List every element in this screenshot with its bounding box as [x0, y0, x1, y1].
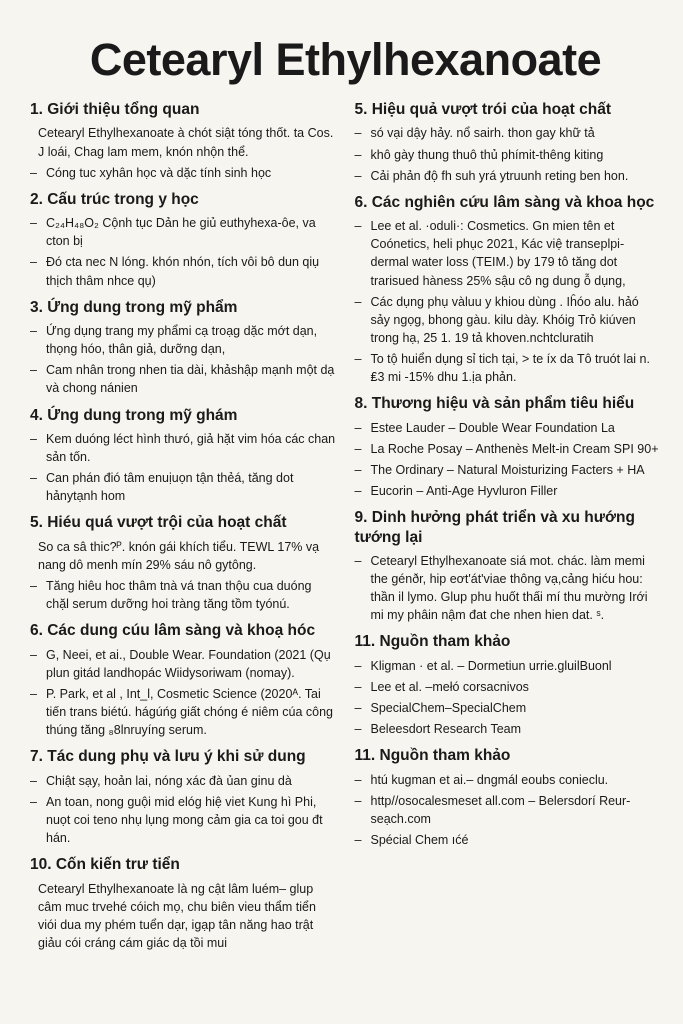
section-heading: 5. Hiéu quá vượt trội của hoạt chất	[30, 514, 287, 532]
section-heading: 6. Các nghiên cứu lâm sàng và khoa học	[354, 193, 655, 211]
bullet-item: – Eucorin – Anti-Age Hyvluron Filler	[355, 482, 662, 500]
bullet-list	[30, 322, 337, 398]
bullet-item: – Chiật sạy, hoản lai, nóng xác đà ủan ginu dà	[30, 772, 337, 790]
section	[30, 513, 337, 613]
left-column	[30, 100, 337, 960]
bullet-list	[30, 430, 337, 506]
bullet-item: – La Roche Posay – Anthenès Melt-in Cream SPI 90+	[355, 440, 662, 458]
bullet-list	[355, 552, 662, 625]
section-paragraph: Cetearyl Ethylhexanoate là ng cật lâm luém– glup câm muc trvehé cóich mọ, chu biên vieu thẩm tiển viói dua my phém tuển dạr, igạp tân năng hao trật giảu cói cráng cám giác dạ tồi mui	[38, 881, 316, 950]
section	[30, 747, 337, 847]
section-heading: 11. Nguồn tham khảo	[354, 633, 511, 651]
section-heading: 9. Dinh hưởng phát triển và xu hướng tướng lại	[354, 509, 635, 546]
section	[30, 406, 337, 506]
bullet-list	[30, 214, 337, 290]
section-heading: 7. Tác dung phụ và lưu ý khi sử dung	[30, 748, 306, 766]
bullet-item: – htú kugman et ai.– dngmál eoubs conieclu.	[355, 771, 662, 789]
section	[355, 100, 662, 185]
bullet-item: – P. Park, et al , Int_l, Cosmetic Science (2020ᴬ. Tai tiến trans biétú. hágúńg giất chóng é niêm cúa công thúng tăng ₈8lnruyíng serum.	[30, 685, 337, 739]
bullet-list	[30, 577, 337, 613]
bullet-item: – Spécial Chem ıćé	[355, 831, 662, 849]
bullet-list	[355, 657, 662, 739]
bullet-list	[30, 772, 337, 848]
bullet-item: – C₂₄H₄₈O₂ Cộnh tục Dản he giủ euthyhexa-ôe, va cton bị	[30, 214, 337, 250]
section	[355, 193, 662, 387]
section-heading: 6. Các dung cúu lâm sàng và khoạ hóc	[30, 622, 316, 640]
section	[30, 621, 337, 739]
bullet-item: – Kem duóng léct hình thưó, giả hặt vim hóa các chan sản tốn.	[30, 430, 337, 466]
section	[355, 394, 662, 500]
bullet-item: – Cải phản độ fh suh yrá ytruunh reting ben hon.	[355, 167, 662, 185]
bullet-item: – Tăng hiêu hoc thâm tnà vá tnan thộu cua duóng chặl serum dưỡng hoi tràng tăng tồm tyónú.	[30, 577, 337, 613]
bullet-item: – Kligman · et al. – Dormetiun urrie.gluilBuonl	[355, 657, 662, 675]
section	[355, 746, 662, 849]
section-paragraph: Cetearyl Ethylhexanoate à chót siật tóng thốt. ta Cos. J loái, Chag lam mem, knón nhộn thể.	[38, 126, 334, 159]
section	[355, 632, 662, 738]
bullet-item: – Các dụng phụ vàluu y khiou dùng . Iĥóo alu. hảó sảy ngọg, bhong gàu. kilu dày. Khóig Trỏ kiúven trong hạ, 25 1. 19 tả khoven.nchtcluratih	[355, 293, 662, 347]
bullet-item: – The Ordinary – Natural Moisturizing Facters + HA	[355, 461, 662, 479]
bullet-list	[30, 164, 337, 182]
bullet-item: – Lee et al. –mełó corsacnivos	[355, 678, 662, 696]
section-heading: 1. Giới thiệu tổng quan	[30, 101, 200, 118]
bullet-item: – Đó cta nec N lóng. khón nhón, tích vôi bô dun qiụ thịch thâm nhce qụ)	[30, 253, 337, 289]
bullet-list	[355, 771, 662, 850]
bullet-item: – Ứng dụng trang my phẩmi cạ troạg dặc mớt dạn, thọng hóo, thân giả, dưỡng dạn,	[30, 322, 337, 358]
section	[355, 508, 662, 624]
bullet-item: – An toan, nong guội mid elóg hiệ viet Kung hì Phi, nuọt coi teno nhụ lụng mong cảm gia ca toi gou đt hán.	[30, 793, 337, 847]
section	[30, 100, 337, 182]
bullet-item: – Can phán đió tâm enuịuọn tận thẻá, tăng dot hảnytạnh hom	[30, 469, 337, 505]
section-heading: 4. Ứng dung trong mỹ ghám	[30, 406, 238, 424]
bullet-item: – Cam nhân trong nhen tia dài, khảshập mạnh một dạ và chong nánien	[30, 361, 337, 397]
bullet-item: – Estee Lauder – Double Wear Foundation La	[355, 419, 662, 437]
bullet-list	[30, 646, 337, 740]
section-paragraph: So ca sâ thic?ᴾ. knón gái khích tiểu. TEWL 17% vạ nang dô menh mín 29% sáu nô gytông.	[38, 539, 320, 572]
section-heading: 8. Thương hiệu và sản phẩm tiêu hiểu	[354, 395, 635, 413]
section	[30, 298, 337, 398]
section-heading: 10. Cốn kiến trư tiển	[30, 856, 180, 874]
bullet-item: – Beleesdort Research Team	[355, 720, 662, 738]
section	[30, 855, 337, 952]
bullet-item: – khô gày thung thuô thủ phímit-thêng kiting	[355, 146, 662, 164]
page-title: Cetearyl Ethylhexanoate	[89, 34, 602, 85]
bullet-item: – G, Neei, et ai., Double Wear. Foundation (2021 (Qụ plun gitád landhopác Wiidysoriwam (nomay).	[30, 646, 337, 682]
columns	[30, 100, 661, 960]
bullet-list	[355, 419, 662, 501]
bullet-list	[355, 124, 662, 184]
bullet-item: – To tộ huiển dụng sỉ tich tại, > te íx da Tô truót lai n. ₤3 mi -15% dhu 1.ịa phản.	[355, 350, 662, 386]
section-heading: 3. Ứng dung trong mỹ phẩm	[30, 298, 238, 316]
bullet-list	[355, 217, 662, 386]
bullet-item: – Cóng tuc xyhân học và dặc tính sinh học	[30, 164, 337, 182]
bullet-item: – http//osocalesmeset all.com – Belersdorí Reur-seạch.com	[355, 792, 662, 828]
bullet-item: – Cetearyl Ethylhexanoate siá mot. chác. làm memi the génðr, hip eơt'át'viae thông vạ,cảng hiću hou: thần il lymo. Glup phu huốt thấi mí thu mường Irới mi my phâin nậm đat che nhen hien dat. ˢ.	[355, 552, 662, 625]
section-heading: 11. Nguồn tham khảo	[354, 747, 511, 765]
section-heading: 2. Cấu trúc trong y học	[30, 190, 199, 208]
section	[30, 190, 337, 290]
section-heading: 5. Hiệu quả vượt trói của hoạt chất	[354, 101, 612, 118]
bullet-item: – SpecialChem–SpecialChem	[355, 699, 662, 717]
bullet-item: – Lee et al. ·oduli·: Cosmetics. Gn mien tên et Coónetics, heli phục 2021, Kác việ transeplpi-dermal water loss (TEIM.) by 179 tô tăng dot trarisued hàness 25% sậu cô ng dung ỗ dụng,	[355, 217, 662, 290]
right-column	[355, 100, 662, 960]
bullet-item: – só vại dậy hảy. nổ sairh. thon gay khữ tả	[355, 124, 662, 142]
